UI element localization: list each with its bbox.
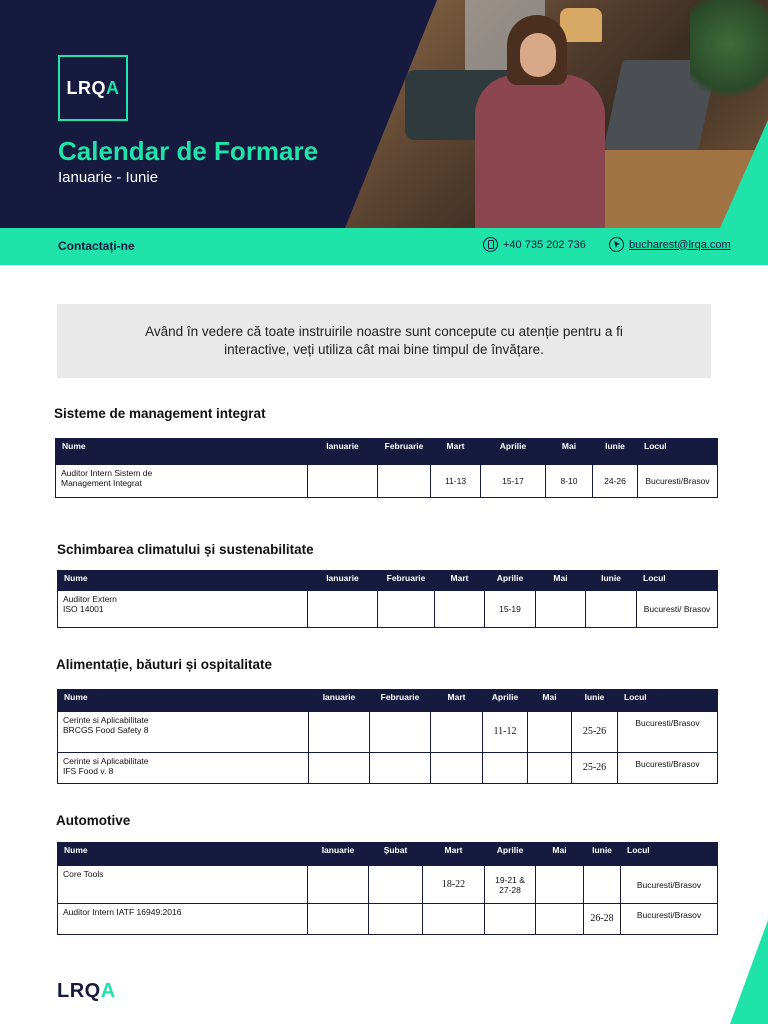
course-name-line: Auditor Intern Sistem de — [61, 468, 153, 478]
page-subtitle: Ianuarie - Iunie — [58, 169, 159, 186]
date-cell: 8-10 — [546, 465, 593, 498]
date-cell — [536, 591, 586, 628]
col-header: Aprilie — [485, 843, 536, 866]
date-cell: 11-13 — [431, 465, 481, 498]
location-cell: Bucuresti/Brasov — [621, 904, 718, 935]
col-header: Ianuarie — [308, 571, 378, 591]
course-name — [58, 866, 308, 904]
table-header-row — [58, 843, 718, 866]
footer-logo[interactable]: LRQA — [57, 980, 116, 1002]
location-cell: Bucuresti/Brasov — [638, 465, 718, 498]
date-cell — [431, 753, 483, 784]
section-title: Schimbarea climatului și sustenabilitate — [57, 542, 314, 557]
intro-box — [57, 304, 711, 378]
col-header: Aprilie — [483, 690, 528, 712]
contact-label: Contactați-ne — [58, 239, 135, 253]
training-table — [57, 689, 718, 784]
course-name-line: Core Tools — [63, 869, 104, 879]
training-table — [55, 438, 718, 498]
date-cell — [483, 753, 528, 784]
course-name-line: ISO 14001 — [63, 604, 104, 614]
date-cell — [431, 712, 483, 753]
course-name-line: BRCGS Food Safety 8 — [63, 725, 149, 735]
col-header: Locul — [621, 843, 718, 866]
col-header: Nume — [56, 439, 308, 465]
contact-email-link[interactable] — [609, 237, 731, 252]
section-title: Sisteme de management integrat — [54, 406, 266, 421]
col-header: Mai — [546, 439, 593, 465]
col-header: Februarie — [378, 439, 431, 465]
date-cell: 19-21 & 27-28 — [485, 866, 536, 904]
date-cell — [309, 753, 370, 784]
col-header: Februarie — [378, 571, 435, 591]
training-table — [57, 570, 718, 628]
table-header-row — [56, 439, 718, 465]
course-name — [58, 712, 309, 753]
course-name-line: IFS Food v. 8 — [63, 766, 114, 776]
date-cell: 11-12 — [483, 712, 528, 753]
col-header: Iunie — [572, 690, 618, 712]
date-cell — [308, 465, 378, 498]
date-cell — [528, 753, 572, 784]
col-header: Ianuarie — [308, 843, 369, 866]
date-cell — [308, 904, 369, 935]
photo-person — [465, 15, 615, 228]
photo-face — [520, 33, 556, 77]
table-row — [58, 591, 718, 628]
date-cell — [370, 712, 431, 753]
course-name — [58, 591, 308, 628]
col-header: Nume — [58, 571, 308, 591]
date-cell — [369, 904, 423, 935]
date-cell — [485, 904, 536, 935]
course-name — [58, 904, 308, 935]
table-header-row — [58, 571, 718, 591]
training-table — [57, 842, 718, 935]
hero-banner — [0, 0, 768, 228]
location-cell: Bucuresti/Brasov — [618, 712, 718, 753]
col-header: Mai — [536, 571, 586, 591]
date-cell — [309, 712, 370, 753]
date-cell: 18-22 — [423, 866, 485, 904]
col-header: Iunie — [593, 439, 638, 465]
table-row — [58, 866, 718, 904]
table-row — [58, 753, 718, 784]
col-header: Mart — [423, 843, 485, 866]
table-row — [56, 465, 718, 498]
date-cell — [435, 591, 485, 628]
footer-accent-triangle — [730, 920, 768, 1024]
photo-plant — [690, 0, 768, 110]
col-header: Aprilie — [481, 439, 546, 465]
date-cell — [378, 591, 435, 628]
date-cell: 26-28 — [584, 904, 621, 935]
col-header: Locul — [638, 439, 718, 465]
date-cell — [369, 866, 423, 904]
phone-icon — [483, 237, 498, 252]
col-header: Nume — [58, 843, 308, 866]
course-name-line: Management Integrat — [61, 478, 142, 488]
location-cell: Bucuresti/Brasov — [618, 753, 718, 784]
logo-text: LRQA — [66, 77, 120, 98]
col-header: Mai — [528, 690, 572, 712]
col-header: Mart — [431, 439, 481, 465]
date-cell — [423, 904, 485, 935]
date-cell — [370, 753, 431, 784]
course-name-line: Cerinte si Aplicabilitate — [63, 756, 149, 766]
col-header: Mart — [431, 690, 483, 712]
date-cell: 24-26 — [593, 465, 638, 498]
course-name-line: Auditor Intern IATF 16949:2016 — [63, 907, 182, 917]
contact-phone[interactable] — [483, 237, 586, 252]
col-header: Mai — [536, 843, 584, 866]
contact-bar — [0, 228, 768, 265]
date-cell: 15-19 — [485, 591, 536, 628]
intro-text: Având în vedere că toate instruirile noastre sunt concepute cu atenție pentru a fi interactive, veți utiliza cât mai bine timpul de învățare. — [145, 324, 623, 357]
page-title: Calendar de Formare — [58, 136, 319, 166]
date-cell — [378, 465, 431, 498]
photo-sweater — [475, 75, 605, 228]
cursor-icon — [609, 237, 624, 252]
date-cell — [528, 712, 572, 753]
col-header: Locul — [618, 690, 718, 712]
table-row — [58, 712, 718, 753]
hero-photo — [345, 0, 768, 228]
col-header: Aprilie — [485, 571, 536, 591]
date-cell — [584, 866, 621, 904]
table-row — [58, 904, 718, 935]
section-title: Alimentație, băuturi și ospitalitate — [56, 657, 273, 672]
date-cell — [586, 591, 637, 628]
location-cell: Bucuresti/ Brasov — [637, 591, 718, 628]
date-cell — [536, 866, 584, 904]
date-cell: 25-26 — [572, 712, 618, 753]
section-title: Automotive — [56, 813, 131, 828]
col-header: Locul — [637, 571, 718, 591]
col-header: Ianuarie — [308, 439, 378, 465]
course-name-line: Cerinte si Aplicabilitate — [63, 715, 149, 725]
col-header: Iunie — [586, 571, 637, 591]
date-cell — [308, 591, 378, 628]
col-header: Mart — [435, 571, 485, 591]
course-name — [56, 465, 308, 498]
course-name-line: Auditor Extern — [63, 594, 117, 604]
course-name — [58, 753, 309, 784]
phone-number: +40 735 202 736 — [503, 238, 586, 251]
col-header: Ianuarie — [309, 690, 370, 712]
col-header: Iunie — [584, 843, 621, 866]
brand-logo[interactable] — [58, 55, 128, 121]
col-header: Nume — [58, 690, 309, 712]
date-cell: 15-17 — [481, 465, 546, 498]
location-cell: Bucuresti/Brasov — [621, 866, 718, 904]
date-cell — [536, 904, 584, 935]
col-header: Februarie — [370, 690, 431, 712]
table-header-row — [58, 690, 718, 712]
email-address: bucharest@lrqa.com — [629, 238, 731, 251]
col-header: Șubat — [369, 843, 423, 866]
date-cell: 25-26 — [572, 753, 618, 784]
date-cell — [308, 866, 369, 904]
